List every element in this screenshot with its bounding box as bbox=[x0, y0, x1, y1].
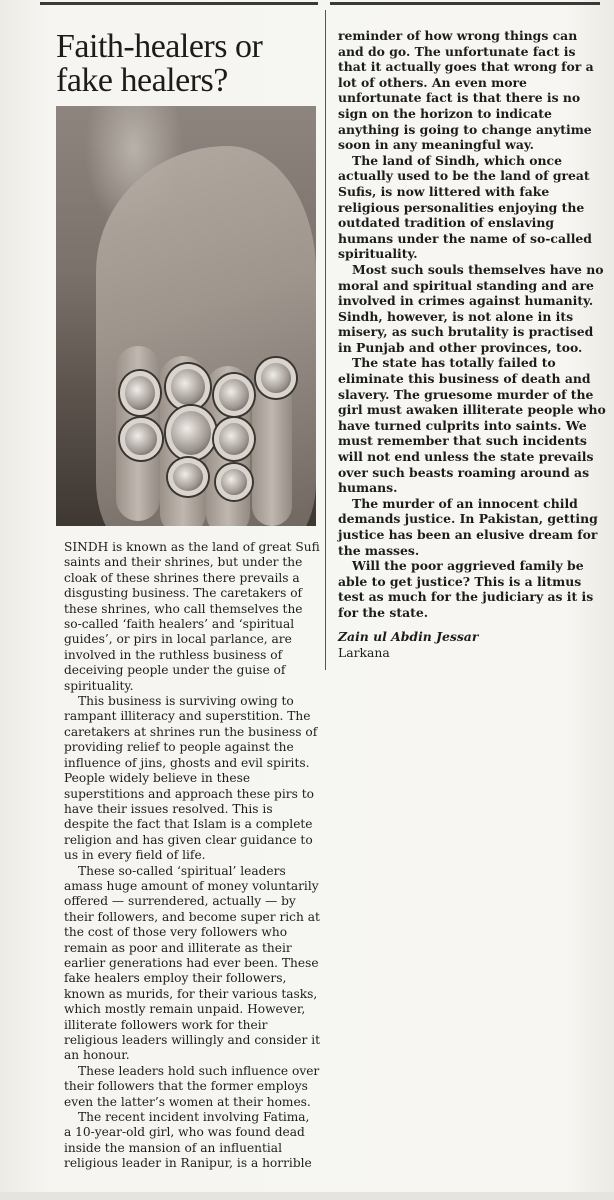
paragraph: reminder of how wrong things can and do go. The unfortunate fact is that it actually goes that wrong for a lot of others. An even more unfortunate fact is that there is no sign on the horizon to indicate anything is going to change anytime soon in any meaningful way. bbox=[338, 28, 594, 153]
finger-4 bbox=[252, 376, 292, 526]
paragraph: These so-called ‘spiritual’ leaders amass huge amount of money voluntarily offered — surrendered, actually — by their followers, and become super rich at the cost of those very followers who remain as poor and illiterate as their earlier generations had ever been. These fake healers employ their followers, known as murids, for their various tasks, which mostly remain unpaid. However, illiterate followers work for their religious leaders willingly and consider it an honour. bbox=[64, 863, 320, 1063]
left-body-text bbox=[46, 540, 320, 1172]
ring-8 bbox=[168, 458, 208, 496]
paragraph: This business is surviving owing to rampant illiteracy and superstition. The caretakers at shrines run the business of providing relief to people against the influence of jins, ghosts and evil spirits. People widely believe in these superstitions and approach these pirs to have their issues resolved. This is despite the fact that Islam is a complete religion and has given clear guidance to us in every field of life. bbox=[64, 694, 318, 863]
paragraph: Will the poor aggrieved family be able to get justice? This is a litmus test as much for the judiciary as it is for the state. bbox=[338, 558, 594, 620]
right-column bbox=[334, 28, 606, 661]
top-rule-gap bbox=[318, 0, 330, 8]
bottom-edge bbox=[0, 1192, 614, 1200]
left-column bbox=[46, 30, 320, 1172]
ring-9 bbox=[216, 464, 252, 500]
article-photo-hand-with-rings bbox=[56, 106, 316, 526]
paragraph: The state has totally failed to eliminate this business of death and slavery. The gruesome murder of the girl must awaken illiterate people who have turned culprits into saints. We must remember that such incidents will not end unless the state prevails over such beasts roaming around as humans. bbox=[338, 355, 606, 496]
headline: Faith-healers or fake healers? bbox=[56, 28, 263, 99]
paragraph: The recent incident involving Fatima, a 10-year-old girl, who was found dead inside the mansion of an influential religious leader in Ranipur, is a horrible bbox=[64, 1110, 312, 1171]
author-location: Larkana bbox=[338, 644, 390, 660]
paragraph: The land of Sindh, which once actually used to be the land of great Sufis, is now littered with fake religious personalities enjoying the outdated tradition of enslaving humans under the name of so-called spirituality. bbox=[338, 152, 592, 262]
paragraph: Most such souls themselves have no moral and spiritual standing and are involved in crimes against humanity. Sindh, however, is not alone in its misery, as such brutality is practised in Punjab and other provinces, too. bbox=[338, 261, 604, 355]
ring-4 bbox=[256, 358, 296, 398]
byline bbox=[334, 629, 606, 661]
author-name: Zain ul Abdin Jessar bbox=[338, 628, 479, 644]
ring-5 bbox=[166, 406, 216, 460]
ring-1 bbox=[120, 371, 160, 415]
paragraph: These leaders hold such influence over their followers that the former employs even the latter’s women at their homes. bbox=[64, 1063, 320, 1109]
ring-6 bbox=[120, 418, 162, 460]
ring-7 bbox=[214, 418, 254, 460]
paragraph: SINDH is known as the land of great Sufi saints and their shrines, but under the cloak of these shrines there prevails a disgusting business. The caretakers of these shrines, who call themselves the so-called ‘faith healers’ and ‘spiritual guides’, or pirs in local parlance, are involved in the ruthless business of deceiving people under the guise of spirituality. bbox=[64, 540, 320, 693]
paragraph: The murder of an innocent child demands justice. In Pakistan, getting justice has been an elusive dream for the masses. bbox=[338, 495, 598, 558]
ring-3 bbox=[214, 374, 254, 416]
right-body-text bbox=[334, 28, 606, 621]
column-divider bbox=[325, 10, 326, 670]
ring-2 bbox=[166, 364, 210, 410]
